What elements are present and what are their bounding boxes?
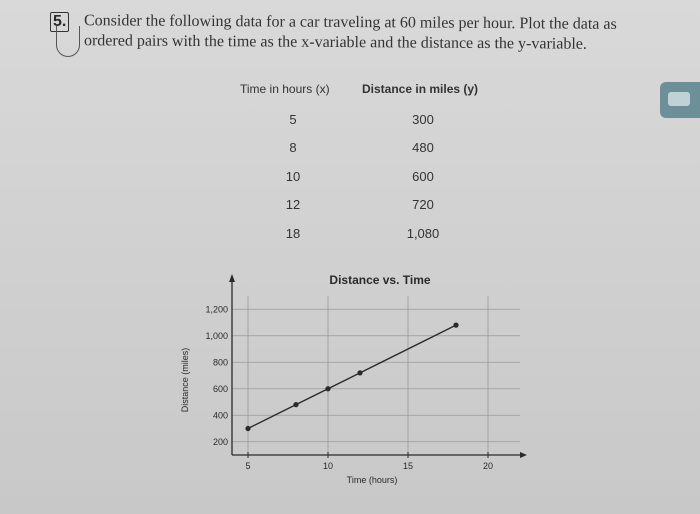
table-cell-y: 1,080 bbox=[406, 226, 440, 241]
table-cell-x: 10 bbox=[285, 169, 301, 184]
series-line bbox=[248, 325, 456, 428]
x-tick-label: 15 bbox=[402, 461, 414, 471]
data-point bbox=[357, 370, 362, 375]
y-tick-label: 200 bbox=[212, 436, 228, 447]
table-header-time: Time in hours (x) bbox=[240, 82, 330, 96]
y-axis-label: Distance (miles) bbox=[180, 347, 190, 413]
problem-text-line-2: ordered pairs with the time as the x-variable and the distance as the y-variable. bbox=[83, 32, 587, 53]
chart-axes bbox=[229, 274, 527, 458]
y-tick-label: 400 bbox=[212, 410, 228, 421]
y-tick-label: 1,200 bbox=[205, 304, 228, 315]
table-cell-y: 300 bbox=[412, 112, 434, 127]
data-point bbox=[325, 386, 330, 391]
x-axis-label: Time (hours) bbox=[346, 475, 398, 485]
y-tick-label: 600 bbox=[212, 383, 228, 394]
y-axis-arrow bbox=[229, 274, 235, 282]
x-tick-label: 10 bbox=[322, 461, 334, 471]
chart-ticks bbox=[205, 304, 493, 471]
table-cell-y: 600 bbox=[412, 169, 434, 184]
x-tick-label: 5 bbox=[245, 461, 251, 471]
data-point bbox=[245, 426, 250, 431]
table-cell-y: 480 bbox=[412, 140, 434, 155]
x-axis-arrow bbox=[520, 452, 527, 458]
y-tick-label: 800 bbox=[212, 357, 228, 368]
table-cell-x: 8 bbox=[289, 140, 297, 155]
table-header-distance: Distance in miles (y) bbox=[362, 82, 479, 96]
problem-text-line-1: Consider the following data for a car traveling at 60 miles per hour. Plot the data as bbox=[83, 12, 617, 33]
table-cell-x: 18 bbox=[285, 226, 301, 241]
y-tick-label: 1,000 bbox=[205, 330, 228, 341]
table-cell-y: 720 bbox=[412, 197, 434, 212]
problem-number-label: 5. bbox=[50, 12, 69, 32]
data-point bbox=[453, 323, 458, 328]
chart-title: Distance vs. Time bbox=[329, 273, 431, 287]
table-cell-x: 5 bbox=[289, 112, 297, 127]
data-point bbox=[293, 402, 298, 407]
chart-grid bbox=[232, 296, 520, 455]
table-cell-x: 12 bbox=[285, 197, 301, 212]
x-tick-label: 20 bbox=[482, 461, 494, 471]
